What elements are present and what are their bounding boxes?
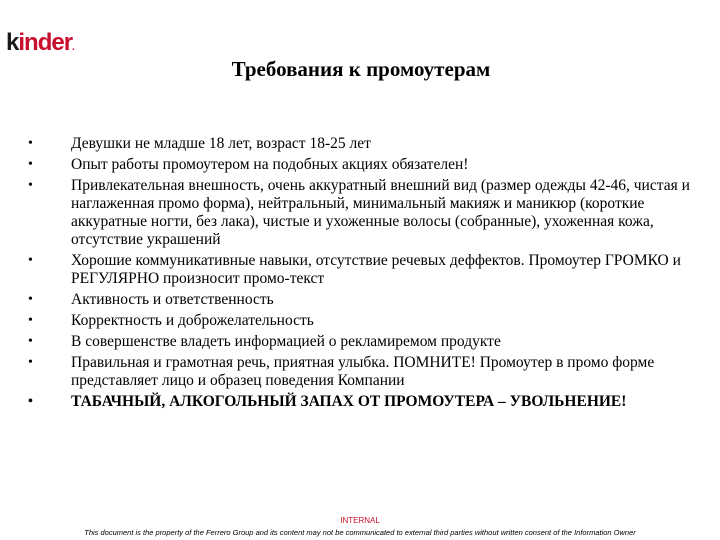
list-item-warning [28, 393, 708, 411]
logo-mark: . [72, 42, 74, 53]
bullet-icon: • [28, 178, 33, 193]
list-item-text: Корректность и доброжелательность [71, 312, 314, 329]
list-item-text: Хорошие коммуникативные навыки, отсутствие речевых деффектов. Промоутер ГРОМКО и РЕГУЛЯРНО произносит промо-текст [71, 252, 681, 287]
bullet-icon: • [28, 334, 33, 349]
list-item-text: ТАБАЧНЫЙ, АЛКОГОЛЬНЫЙ ЗАПАХ ОТ ПРОМОУТЕРА – УВОЛЬНЕНИЕ! [71, 393, 627, 410]
footer-disclaimer: This document is the property of the Ferrero Group and its content may not be communicated to external third parties without written consent of the Information Owner [84, 528, 636, 537]
list-item [28, 333, 708, 351]
bullet-icon: • [28, 394, 33, 409]
logo-rest: inder [18, 29, 73, 56]
bullet-icon: • [28, 157, 33, 172]
list-item [28, 252, 708, 288]
list-item [28, 354, 708, 390]
classification-label: INTERNAL [340, 516, 380, 525]
list-item [28, 177, 708, 249]
bullet-icon: • [28, 136, 33, 151]
list-item-text: Девушки не младше 18 лет, возраст 18-25 лет [71, 135, 371, 152]
requirements-list [28, 135, 708, 414]
list-item [28, 291, 708, 309]
bullet-icon: • [28, 253, 33, 268]
list-item-text: Опыт работы промоутером на подобных акциях обязателен! [71, 156, 469, 173]
list-item-text: Правильная и грамотная речь, приятная улыбка. ПОМНИТЕ! Промоутер в промо форме представляет лицо и образец поведения Компании [71, 354, 655, 389]
list-item [28, 156, 708, 174]
bullet-icon: • [28, 313, 33, 328]
list-item-text: Активность и ответственность [71, 291, 274, 308]
list-item [28, 135, 708, 153]
list-item-text: В совершенстве владеть информацией о рекламиремом продукте [71, 333, 501, 350]
list-item-text: Привлекательная внешность, очень аккуратный внешний вид (размер одежды 42-46, чистая и наглаженная промо форма), нейтральный, минимальный макияж и маникюр (короткие аккуратные ногти, без лака), чистые и ухоженные волосы (собранные), ухоженная кожа, отсутствие украшений [71, 177, 690, 248]
logo-first-letter: k [6, 29, 19, 56]
list-item [28, 312, 708, 330]
bullet-icon: • [28, 355, 33, 370]
bullet-icon: • [28, 292, 33, 307]
page-title: Требования к промоутерам [231, 57, 491, 81]
